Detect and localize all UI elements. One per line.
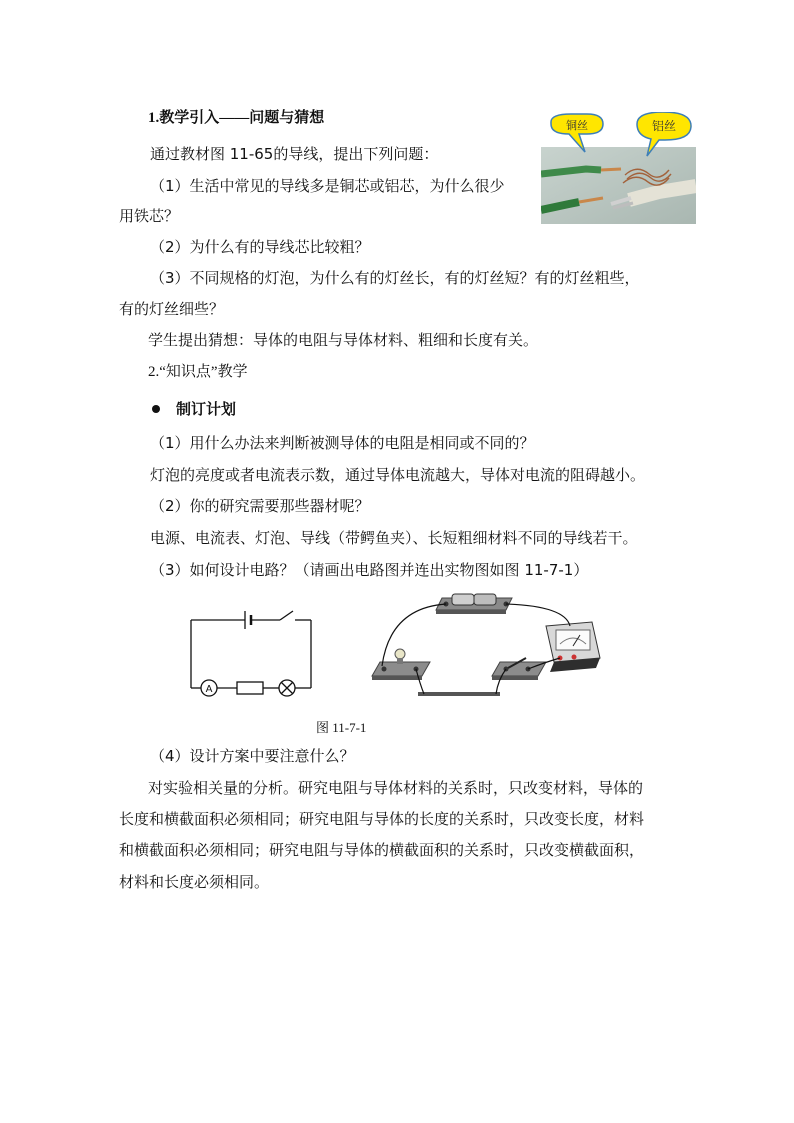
question-2: （2）为什么有的导线芯比较粗？ xyxy=(150,238,370,256)
copper-aluminum-wire-photo xyxy=(541,112,696,224)
physical-circuit-illustration xyxy=(360,588,605,703)
circuit-diagram xyxy=(185,606,325,702)
svg-text:A: A xyxy=(205,684,213,695)
question-1-line-1: （1）生活中常见的导线多是铜芯或铝芯，为什么很少 xyxy=(150,177,505,195)
section1-heading: 1.教学引入——问题与猜想 xyxy=(148,110,325,126)
plan-title: 制订计划 xyxy=(176,400,237,418)
plan-question-3: （3）如何设计电路？（请画出电路图并连出实物图如图 11-7-1） xyxy=(150,561,589,579)
bullet-icon xyxy=(152,405,160,413)
plan-answer-2: 电源、电流表、灯泡、导线（带鳄鱼夹）、长短粗细材料不同的导线若干。 xyxy=(150,529,638,547)
plan-question-4: （4）设计方案中要注意什么？ xyxy=(150,747,355,765)
aluminum-label: 铝丝 xyxy=(651,119,677,133)
copper-label: 铜丝 xyxy=(566,119,588,132)
question-3-line-1: （3）不同规格的灯泡，为什么有的灯丝长，有的灯丝短？有的灯丝粗些， xyxy=(150,269,640,287)
question-1-line-2: 用铁芯？ xyxy=(119,207,180,225)
ammeter-symbol xyxy=(201,680,217,696)
intro-text: 通过教材图 11-65的导线，提出下列问题： xyxy=(150,145,439,163)
plan-question-2: （2）你的研究需要那些器材呢？ xyxy=(150,497,370,515)
plan-answer-4-line-3: 和横截面积必须相同；研究电阻与导体的横截面积的关系时，只改变横截面积， xyxy=(119,841,645,859)
plan-question-1: （1）用什么办法来判断被测导体的电阻是相同或不同的？ xyxy=(150,434,535,452)
lamp-symbol xyxy=(279,680,295,696)
plan-answer-4-line-1: 对实验相关量的分析。研究电阻与导体材料的关系时，只改变材料，导体的 xyxy=(148,779,644,797)
plan-answer-4-line-2: 长度和横截面积必须相同；研究电阻与导体的长度的关系时，只改变长度，材料 xyxy=(119,810,645,828)
plan-answer-4-line-4: 材料和长度必须相同。 xyxy=(119,873,270,891)
student-guess: 学生提出猜想：导体的电阻与导体材料、粗细和长度有关。 xyxy=(148,331,539,349)
question-3-line-2: 有的灯丝细些？ xyxy=(119,300,225,318)
figure-caption: 图 11-7-1 xyxy=(316,720,367,735)
plan-answer-1: 灯泡的亮度或者电流表示数，通过导体电流越大，导体对电流的阻碍越小。 xyxy=(150,466,646,484)
section2-heading: 2.“知识点”教学 xyxy=(148,364,248,380)
